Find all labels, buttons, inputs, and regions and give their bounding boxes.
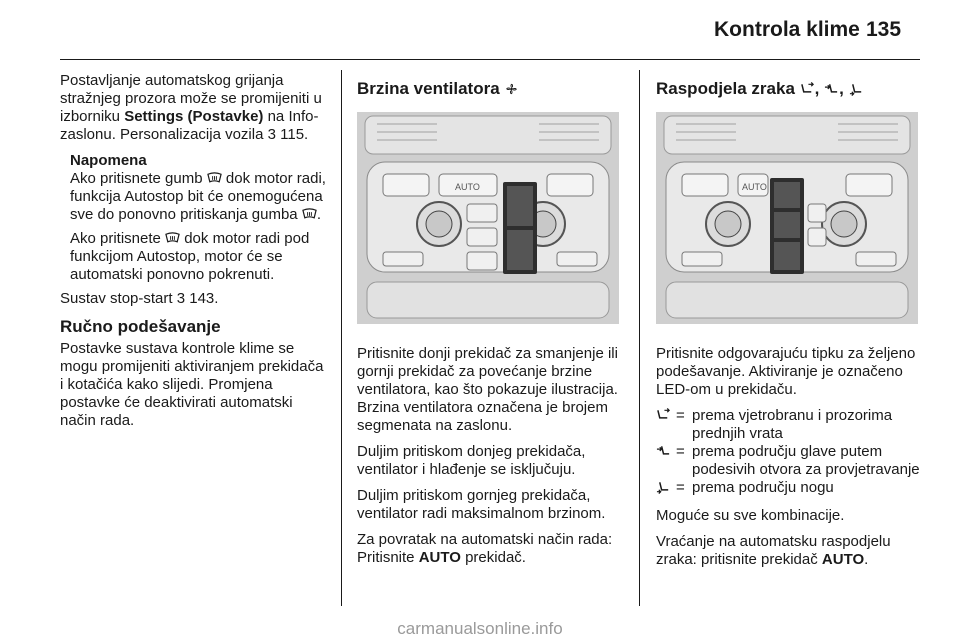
page-reference[interactable]: 3 115.	[267, 126, 309, 143]
windscreen-defrost-icon	[207, 171, 222, 185]
paragraph-fan-speed-1: Pritisnite donji prekidač za smanjenje ili gornji prekidač za povećanje brzine ventilatora, kao što pokazuje ilustracija. Brzina ventilatora označena je brojem segmenata na zaslonu.	[357, 345, 618, 434]
watermark: carmanualsonline.info	[397, 619, 563, 638]
fan-icon	[504, 82, 519, 96]
air-head-icon	[824, 82, 839, 96]
paragraph-air-distribution-1: Pritisnite odgovarajuću tipku za željeno podešavanje. Aktiviranje je označeno LED-om u prekidaču.	[656, 345, 916, 398]
heading-fan-speed: Brzina ventilatora	[357, 78, 627, 100]
air-distribution-list	[656, 407, 926, 497]
list-item: = prema području glave putem podesivih otvora za provjetravanje	[656, 443, 926, 479]
auto-button-label: AUTO	[742, 182, 767, 192]
auto-button-label: AUTO	[455, 182, 480, 192]
column-2	[357, 78, 627, 575]
air-windscreen-icon	[800, 82, 815, 96]
heading-manual-adjustment: Ručno podešavanje	[60, 317, 221, 336]
paragraph-stop-start: Sustav stop-start 3 143.	[60, 290, 219, 307]
heading-air-distribution: Raspodjela zraka , ,	[656, 78, 926, 100]
fan-speed-control-panel-illustration	[357, 112, 619, 324]
list-item: = prema području nogu	[656, 479, 926, 497]
windscreen-defrost-icon	[302, 207, 317, 221]
note-paragraph-2: Ako pritisnete dok motor radi pod funkcijom Autostop, motor će se automatski ponovno pokrenuti.	[70, 230, 310, 283]
header-rule	[60, 59, 920, 60]
air-windscreen-icon	[656, 408, 671, 422]
paragraph-air-distribution-3: Vraćanje na automatsku raspodjelu zraka: pritisnite prekidač AUTO.	[656, 533, 891, 568]
paragraph-fan-speed-4: Za povratak na automatski način rada: Pritisnite AUTO prekidač.	[357, 531, 613, 566]
air-distribution-control-panel-illustration	[656, 112, 918, 324]
paragraph-air-distribution-2: Moguće su sve kombinacije.	[656, 507, 845, 524]
auto-label: AUTO	[418, 549, 461, 566]
list-item: = prema vjetrobranu i prozorima prednjih vrata	[656, 407, 926, 443]
page-title: Kontrola klime	[714, 18, 860, 41]
paragraph-fan-speed-3: Duljim pritiskom gornjeg prekidača, ventilator radi maksimalnom brzinom.	[357, 487, 606, 522]
note-box	[60, 152, 330, 284]
column-3	[656, 78, 926, 577]
auto-label: AUTO	[821, 551, 865, 568]
column-divider-2	[639, 70, 640, 606]
column-divider-1	[341, 70, 342, 606]
air-head-icon	[656, 444, 671, 458]
air-feet-icon	[849, 82, 864, 96]
column-1	[60, 72, 330, 438]
settings-menu-label: Settings (Postavke)	[124, 108, 264, 125]
windscreen-defrost-icon	[165, 231, 180, 245]
note-title: Napomena	[70, 152, 147, 169]
paragraph-fan-speed-2: Duljim pritiskom donjeg prekidača, ventilator i hlađenje se isključuju.	[357, 443, 586, 478]
paragraph-rear-window: Postavljanje automatskog grijanja stražnjeg prozora može se promijeniti u izborniku Settings (Postavke) na Info-zaslonu. Personalizacija vozila 3 115.	[60, 72, 322, 143]
paragraph-manual-adjustment: Postavke sustava kontrole klime se mogu promijeniti aktiviranjem prekidača i kotačića kako slijedi. Promjena postavke će deaktivirati automatski način rada.	[60, 340, 324, 429]
air-feet-icon	[656, 480, 671, 494]
page-number: 135	[866, 18, 902, 41]
note-paragraph-1: Ako pritisnete gumb dok motor radi, funkcija Autostop bit će onemogućena sve do ponovno pritiskanja gumba .	[70, 170, 326, 223]
